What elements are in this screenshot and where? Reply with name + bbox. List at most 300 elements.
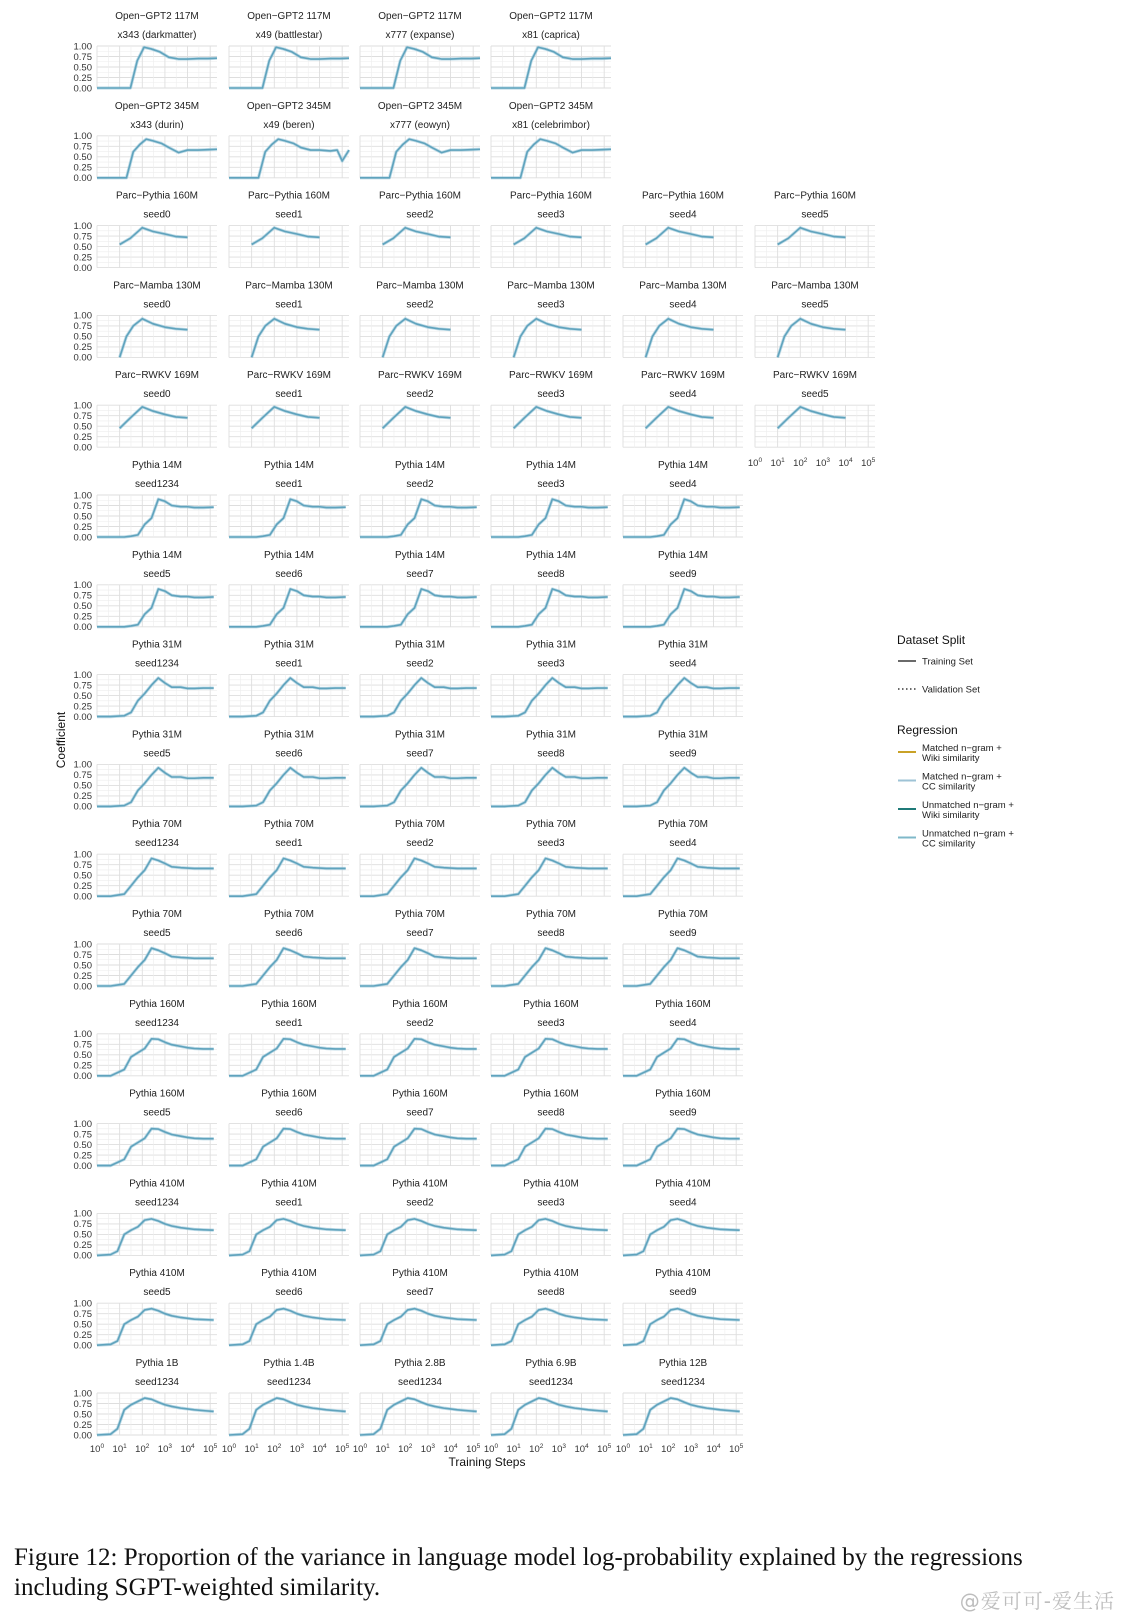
panel-seed-label: seed1234 bbox=[267, 1377, 311, 1388]
panel-seed-label: seed9 bbox=[669, 1287, 697, 1299]
x-tick-label: $10^2$ bbox=[529, 1443, 544, 1455]
x-tick-label: $10^5$ bbox=[597, 1443, 612, 1455]
y-tick-label: 0.25 bbox=[73, 72, 92, 84]
panel-seed-label: seed1234 bbox=[135, 658, 179, 670]
facet-panel bbox=[491, 550, 611, 627]
legend-label: Matched n−gram + bbox=[922, 771, 1002, 783]
series-line-training bbox=[229, 589, 346, 627]
y-tick-label: 0.00 bbox=[73, 173, 92, 185]
x-axis-ticks bbox=[90, 1443, 218, 1455]
panel-seed-label: seed2 bbox=[406, 838, 434, 850]
panel-model-label: Pythia 31M bbox=[131, 729, 183, 741]
panel-seed-label: seed4 bbox=[669, 209, 697, 221]
x-tick-label: $10^5$ bbox=[729, 1443, 744, 1455]
panel-seed-label: seed7 bbox=[406, 1107, 434, 1119]
panel-model-label: Pythia 160M bbox=[129, 1088, 185, 1100]
facet-panel bbox=[74, 550, 218, 633]
panel-seed-label: seed5 bbox=[143, 928, 171, 939]
series-line-validation bbox=[229, 768, 346, 807]
panel-seed-label: seed2 bbox=[406, 209, 434, 221]
y-tick-label: 0.25 bbox=[73, 1330, 92, 1341]
facet-row bbox=[74, 729, 744, 812]
facet-panel bbox=[491, 280, 611, 357]
y-tick-label: 0.00 bbox=[73, 1160, 92, 1172]
series-line-training bbox=[491, 768, 608, 807]
panel-model-label: Pythia 31M bbox=[394, 639, 446, 651]
x-tick-label: $10^3$ bbox=[289, 1443, 305, 1455]
x-tick-label: $10^3$ bbox=[420, 1443, 436, 1455]
facet-panel bbox=[360, 640, 480, 717]
y-tick-label: 0.50 bbox=[73, 1319, 92, 1331]
x-tick-label: $10^1$ bbox=[375, 1443, 390, 1455]
y-tick-label: 0.50 bbox=[73, 690, 92, 702]
facet-panel bbox=[229, 280, 349, 357]
x-tick-label: $10^1$ bbox=[112, 1443, 127, 1455]
series-line-training bbox=[360, 499, 477, 537]
series-line-training bbox=[491, 589, 608, 627]
y-tick-label: 0.00 bbox=[73, 442, 92, 454]
series-line-training bbox=[491, 678, 608, 717]
series-line-training bbox=[360, 678, 477, 717]
panel-seed-label: seed2 bbox=[406, 658, 434, 670]
facet-panel bbox=[229, 550, 349, 627]
panel-seed-label: seed1 bbox=[275, 1197, 303, 1209]
panel-seed-label: seed4 bbox=[669, 658, 697, 670]
facet-panel bbox=[360, 280, 480, 357]
panel-model-label: Parc−RWKV 169M bbox=[377, 370, 463, 382]
panel-seed-label: seed1234 bbox=[135, 1377, 179, 1388]
panel-seed-label: seed3 bbox=[537, 1197, 565, 1209]
x-tick-label: $10^1$ bbox=[506, 1443, 521, 1455]
panel-seed-label: seed2 bbox=[406, 299, 434, 311]
series-line-training bbox=[491, 858, 608, 896]
panel-seed-label: seed1 bbox=[275, 299, 303, 311]
facet-panel bbox=[229, 999, 349, 1076]
panel-model-label: Pythia 70M bbox=[394, 819, 446, 831]
facet-panel bbox=[229, 729, 349, 806]
y-tick-label: 0.75 bbox=[73, 860, 92, 871]
series-line-training bbox=[623, 948, 740, 986]
panel-grid bbox=[491, 315, 611, 357]
panel-seed-label: x777 (eowyn) bbox=[389, 119, 451, 131]
panel-seed-label: seed4 bbox=[669, 299, 697, 311]
y-tick-label: 0.75 bbox=[73, 321, 92, 333]
facet-panel bbox=[360, 460, 480, 537]
panel-model-label: Pythia 70M bbox=[525, 909, 577, 920]
panel-model-label: Pythia 70M bbox=[394, 909, 446, 920]
facet-panel bbox=[491, 11, 611, 88]
panel-seed-label: seed2 bbox=[406, 389, 434, 401]
panel-seed-label: seed3 bbox=[537, 299, 565, 311]
y-tick-label: 0.25 bbox=[73, 1240, 92, 1252]
y-tick-label: 1.00 bbox=[73, 310, 92, 322]
x-tick-label: $10^0$ bbox=[615, 1443, 631, 1455]
legend-label: Wiki similarity bbox=[922, 810, 980, 821]
x-tick-label: $10^5$ bbox=[861, 457, 876, 470]
facet-panel bbox=[491, 640, 611, 717]
y-tick-label: 0.25 bbox=[73, 162, 92, 174]
facet-panel bbox=[491, 819, 611, 896]
panel-model-label: Parc−Mamba 130M bbox=[771, 280, 859, 292]
x-tick-label: $10^2$ bbox=[661, 1443, 676, 1455]
facet-panel bbox=[229, 1178, 349, 1255]
panel-model-label: Open−GPT2 345M bbox=[246, 100, 332, 112]
y-tick-label: 0.50 bbox=[73, 870, 92, 882]
panel-seed-label: seed0 bbox=[143, 299, 171, 311]
facet-panel bbox=[74, 729, 218, 812]
panel-model-label: Pythia 31M bbox=[263, 729, 315, 741]
y-tick-label: 0.25 bbox=[73, 432, 92, 443]
panel-model-label: Open−GPT2 345M bbox=[508, 100, 594, 112]
panel-seed-label: seed1 bbox=[275, 658, 303, 670]
panel-seed-label: x49 (battlestar) bbox=[255, 30, 323, 41]
y-tick-label: 0.75 bbox=[73, 141, 92, 153]
facet-panel bbox=[74, 819, 218, 902]
facet-panel bbox=[623, 819, 743, 896]
panel-seed-label: seed0 bbox=[143, 209, 171, 221]
panel-seed-label: seed1234 bbox=[135, 1197, 179, 1209]
panel-seed-label: seed1 bbox=[275, 479, 303, 490]
panel-seed-label: seed5 bbox=[143, 1107, 171, 1119]
y-tick-label: 0.50 bbox=[73, 1050, 92, 1062]
facet-panel bbox=[74, 460, 218, 543]
series-line-validation bbox=[491, 768, 608, 807]
panel-model-label: Pythia 70M bbox=[131, 819, 183, 831]
y-tick-label: 0.00 bbox=[73, 801, 92, 813]
series-line-training bbox=[360, 768, 477, 807]
series-line-training bbox=[491, 499, 608, 537]
panel-model-label: Pythia 14M bbox=[131, 460, 183, 471]
series-line-training bbox=[360, 858, 477, 896]
panel-model-label: Pythia 14M bbox=[394, 549, 446, 561]
y-tick-label: 0.50 bbox=[73, 780, 92, 792]
panel-seed-label: seed1 bbox=[275, 389, 303, 401]
facet-panel bbox=[74, 191, 218, 274]
facet-panel bbox=[360, 999, 480, 1076]
facet-panel bbox=[74, 280, 218, 363]
panel-model-label: Open−GPT2 117M bbox=[378, 11, 462, 22]
panel-model-label: Pythia 410M bbox=[392, 1268, 448, 1280]
y-tick-label: 0.75 bbox=[73, 500, 92, 512]
panel-model-label: Parc−Pythia 160M bbox=[379, 190, 461, 202]
facet-panel bbox=[229, 1089, 349, 1166]
x-tick-label: $10^5$ bbox=[203, 1443, 218, 1455]
y-tick-label: 0.25 bbox=[73, 970, 92, 982]
y-tick-label: 0.25 bbox=[73, 611, 92, 623]
panel-model-label: Pythia 31M bbox=[263, 639, 315, 651]
facet-row bbox=[74, 999, 744, 1082]
x-axis-title: Training Steps bbox=[448, 1455, 526, 1469]
y-tick-label: 0.00 bbox=[73, 622, 92, 634]
facet-panel bbox=[360, 729, 480, 806]
panel-seed-label: seed4 bbox=[669, 1197, 697, 1209]
facet-panel bbox=[491, 370, 611, 447]
y-tick-label: 0.00 bbox=[73, 711, 92, 723]
panel-model-label: Pythia 31M bbox=[657, 639, 709, 651]
panel-seed-label: seed5 bbox=[801, 389, 829, 401]
panel-model-label: Pythia 410M bbox=[523, 1268, 579, 1280]
panel-model-label: Pythia 410M bbox=[655, 1268, 711, 1280]
y-tick-label: 1.00 bbox=[73, 1388, 92, 1400]
y-tick-label: 0.75 bbox=[73, 770, 92, 782]
panel-seed-label: seed4 bbox=[669, 838, 697, 850]
panel-seed-label: seed1234 bbox=[135, 838, 179, 850]
facet-panel bbox=[74, 11, 218, 94]
panel-grid bbox=[755, 315, 875, 357]
y-tick-label: 0.00 bbox=[73, 1340, 92, 1352]
facet-panel bbox=[229, 1268, 349, 1345]
series-line-validation bbox=[229, 678, 346, 717]
y-tick-label: 1.00 bbox=[73, 1029, 92, 1041]
x-tick-label: $10^2$ bbox=[267, 1443, 282, 1455]
facet-panel bbox=[74, 1358, 218, 1441]
series-line-validation bbox=[360, 948, 477, 986]
y-tick-label: 1.00 bbox=[73, 41, 92, 53]
facet-panel bbox=[360, 1089, 480, 1166]
panel-grid bbox=[97, 315, 217, 357]
panel-model-label: Parc−Mamba 130M bbox=[113, 280, 201, 292]
panel-model-label: Parc−Pythia 160M bbox=[642, 190, 724, 202]
series-line-validation bbox=[491, 858, 608, 896]
y-tick-label: 0.75 bbox=[73, 1309, 92, 1320]
y-tick-label: 0.25 bbox=[73, 521, 92, 533]
x-tick-label: $10^0$ bbox=[747, 457, 763, 470]
facet-panel bbox=[74, 1268, 218, 1351]
facet-panel bbox=[623, 1178, 743, 1255]
panel-seed-label: seed1234 bbox=[661, 1377, 705, 1388]
facet-panel bbox=[360, 1178, 480, 1255]
x-tick-label: $10^4$ bbox=[443, 1443, 458, 1455]
series-line-training bbox=[360, 948, 477, 986]
y-tick-label: 1.00 bbox=[73, 759, 92, 771]
facet-panel bbox=[360, 101, 480, 178]
series-line-validation bbox=[97, 768, 214, 807]
series-line-training bbox=[229, 678, 346, 717]
x-tick-label: $10^4$ bbox=[574, 1443, 589, 1455]
panel-seed-label: seed7 bbox=[406, 568, 434, 580]
y-tick-label: 1.00 bbox=[73, 580, 92, 592]
facet-panel bbox=[74, 1089, 218, 1172]
facet-panel bbox=[360, 1358, 480, 1435]
y-tick-label: 0.25 bbox=[73, 1419, 92, 1431]
x-tick-label: $10^3$ bbox=[815, 457, 831, 470]
panel-model-label: Pythia 31M bbox=[525, 729, 577, 741]
panel-seed-label: seed1234 bbox=[529, 1377, 573, 1388]
y-tick-label: 0.00 bbox=[73, 352, 92, 364]
panel-model-label: Pythia 1B bbox=[135, 1358, 179, 1369]
panel-seed-label: x49 (beren) bbox=[263, 119, 315, 131]
facet-panel bbox=[229, 101, 349, 178]
y-tick-label: 0.75 bbox=[73, 51, 92, 63]
legend-label: Training Set bbox=[922, 656, 973, 668]
panel-model-label: Pythia 14M bbox=[525, 549, 577, 561]
facet-panel bbox=[623, 460, 743, 537]
panel-model-label: Open−GPT2 345M bbox=[377, 100, 463, 112]
panel-model-label: Pythia 14M bbox=[263, 460, 315, 471]
x-tick-label: $10^1$ bbox=[770, 457, 785, 470]
panel-seed-label: seed8 bbox=[537, 928, 565, 939]
panel-model-label: Parc−RWKV 169M bbox=[772, 370, 858, 382]
panel-model-label: Pythia 31M bbox=[394, 729, 446, 741]
facet-row bbox=[74, 550, 744, 633]
series-line-training bbox=[97, 589, 214, 627]
panel-seed-label: seed9 bbox=[669, 568, 697, 580]
panel-model-label: Pythia 14M bbox=[525, 460, 577, 471]
x-tick-label: $10^5$ bbox=[335, 1443, 350, 1455]
figure-caption: Figure 12: Proportion of the variance in language model log-probability explained by the regressions including SGPT-weighted similarity. bbox=[14, 1544, 1023, 1601]
y-tick-label: 0.50 bbox=[73, 601, 92, 613]
panel-model-label: Pythia 12B bbox=[658, 1358, 708, 1369]
facet-panel bbox=[623, 550, 743, 627]
panel-model-label: Pythia 410M bbox=[129, 1268, 185, 1280]
panel-seed-label: seed1 bbox=[275, 1017, 303, 1029]
panel-seed-label: seed1 bbox=[275, 209, 303, 221]
panel-seed-label: seed6 bbox=[275, 568, 303, 580]
panel-model-label: Pythia 14M bbox=[657, 460, 709, 471]
facet-panel bbox=[755, 370, 875, 447]
panel-seed-label: seed9 bbox=[669, 1107, 697, 1119]
panel-seed-label: seed8 bbox=[537, 1107, 565, 1119]
y-tick-label: 0.25 bbox=[73, 701, 92, 713]
x-tick-label: $10^3$ bbox=[551, 1443, 567, 1455]
panel-model-label: Parc−Mamba 130M bbox=[245, 280, 333, 292]
y-tick-label: 0.75 bbox=[73, 590, 92, 602]
series-line-validation bbox=[229, 948, 346, 986]
legend-title-dataset-split: Dataset Split bbox=[897, 633, 966, 647]
series-line-training bbox=[229, 858, 346, 896]
facet-row bbox=[74, 370, 876, 453]
facet-row bbox=[74, 1178, 744, 1261]
panel-model-label: Pythia 31M bbox=[657, 729, 709, 741]
y-tick-label: 0.50 bbox=[73, 331, 92, 343]
legend-label: Validation Set bbox=[922, 684, 980, 696]
facet-row bbox=[74, 280, 876, 363]
y-tick-label: 0.25 bbox=[73, 791, 92, 803]
panel-seed-label: seed7 bbox=[406, 748, 434, 760]
facet-panel bbox=[623, 1358, 743, 1435]
facet-panel bbox=[491, 460, 611, 537]
panel-model-label: Open−GPT2 117M bbox=[115, 11, 199, 22]
panel-seed-label: seed7 bbox=[406, 1287, 434, 1299]
panel-seed-label: seed7 bbox=[406, 928, 434, 939]
panel-model-label: Parc−Pythia 160M bbox=[248, 190, 330, 202]
facet-panel bbox=[491, 1178, 611, 1255]
panel-grid bbox=[623, 315, 743, 357]
panel-seed-label: seed1234 bbox=[398, 1377, 442, 1388]
facet-row bbox=[74, 101, 612, 184]
panel-model-label: Pythia 160M bbox=[129, 998, 185, 1010]
facet-panel bbox=[360, 909, 480, 986]
x-tick-label: $10^4$ bbox=[312, 1443, 327, 1455]
panel-seed-label: seed2 bbox=[406, 479, 434, 490]
facet-row bbox=[74, 909, 744, 992]
panel-model-label: Parc−RWKV 169M bbox=[508, 370, 594, 382]
y-tick-label: 0.75 bbox=[73, 231, 92, 243]
panel-model-label: Parc−RWKV 169M bbox=[246, 370, 332, 382]
facet-panel bbox=[623, 370, 743, 447]
series-line-training bbox=[97, 768, 214, 807]
series-line-validation bbox=[623, 858, 740, 896]
x-axis-ticks bbox=[484, 1443, 612, 1455]
facet-panel bbox=[74, 640, 218, 723]
panel-model-label: Pythia 160M bbox=[261, 998, 317, 1010]
y-tick-label: 0.50 bbox=[73, 511, 92, 523]
y-tick-label: 0.50 bbox=[73, 1139, 92, 1151]
y-tick-label: 0.00 bbox=[73, 262, 92, 274]
panel-model-label: Parc−Mamba 130M bbox=[639, 280, 727, 292]
series-line-training bbox=[229, 499, 346, 537]
legend-label: Unmatched n−gram + bbox=[922, 800, 1014, 811]
facet-panel bbox=[360, 1268, 480, 1345]
panel-grid bbox=[360, 315, 480, 357]
panel-model-label: Parc−RWKV 169M bbox=[114, 370, 200, 382]
y-tick-label: 0.00 bbox=[73, 532, 92, 544]
panel-model-label: Pythia 70M bbox=[525, 819, 577, 831]
panel-model-label: Pythia 31M bbox=[131, 639, 183, 651]
y-tick-label: 0.75 bbox=[73, 1219, 92, 1231]
x-tick-label: $10^4$ bbox=[838, 457, 853, 470]
series-line-training bbox=[229, 948, 346, 986]
panel-grid bbox=[229, 315, 349, 357]
panel-seed-label: seed5 bbox=[801, 299, 829, 311]
x-tick-label: $10^0$ bbox=[352, 1443, 368, 1455]
panel-seed-label: x81 (celebrimbor) bbox=[512, 119, 590, 131]
x-tick-label: $10^3$ bbox=[157, 1443, 173, 1455]
facet-panel bbox=[755, 280, 875, 357]
panel-seed-label: seed8 bbox=[537, 748, 565, 760]
x-tick-label: $10^0$ bbox=[221, 1443, 237, 1455]
facet-panel bbox=[74, 370, 218, 453]
panel-seed-label: seed4 bbox=[669, 479, 697, 490]
panel-seed-label: seed3 bbox=[537, 658, 565, 670]
panel-seed-label: seed2 bbox=[406, 1017, 434, 1029]
panel-seed-label: seed4 bbox=[669, 1017, 697, 1029]
facet-panel bbox=[491, 191, 611, 268]
facet-row bbox=[74, 1089, 744, 1172]
series-line-training bbox=[97, 858, 214, 896]
x-axis-ticks bbox=[353, 1443, 481, 1455]
panel-seed-label: seed3 bbox=[537, 479, 565, 490]
panel-seed-label: seed3 bbox=[537, 389, 565, 401]
y-tick-label: 0.50 bbox=[73, 960, 92, 972]
series-line-validation bbox=[229, 858, 346, 896]
series-line-training bbox=[491, 948, 608, 986]
panel-seed-label: seed5 bbox=[143, 748, 171, 760]
panel-seed-label: x81 (caprica) bbox=[522, 30, 580, 41]
y-tick-label: 1.00 bbox=[73, 1118, 92, 1130]
panel-model-label: Parc−RWKV 169M bbox=[640, 370, 726, 382]
facet-panel bbox=[229, 909, 349, 986]
y-tick-label: 1.00 bbox=[73, 939, 92, 951]
watermark: @爱可可-爱生活 bbox=[959, 1589, 1115, 1613]
panel-seed-label: seed1234 bbox=[135, 1017, 179, 1029]
facet-panel bbox=[623, 640, 743, 717]
y-tick-label: 0.00 bbox=[73, 1430, 92, 1442]
legend-title-regression: Regression bbox=[897, 723, 958, 737]
panel-model-label: Parc−Mamba 130M bbox=[507, 280, 595, 292]
panel-seed-label: seed3 bbox=[537, 209, 565, 221]
x-tick-label: $10^3$ bbox=[683, 1443, 699, 1455]
y-tick-label: 1.00 bbox=[73, 220, 92, 232]
panel-seed-label: x777 (expanse) bbox=[385, 30, 455, 41]
x-axis-ticks bbox=[616, 1443, 744, 1455]
y-tick-label: 0.50 bbox=[73, 62, 92, 74]
y-tick-label: 0.00 bbox=[73, 891, 92, 903]
facet-row bbox=[74, 191, 876, 274]
facet-panel bbox=[360, 11, 480, 88]
facet-panel bbox=[360, 819, 480, 896]
legend-label: CC similarity bbox=[922, 781, 976, 793]
